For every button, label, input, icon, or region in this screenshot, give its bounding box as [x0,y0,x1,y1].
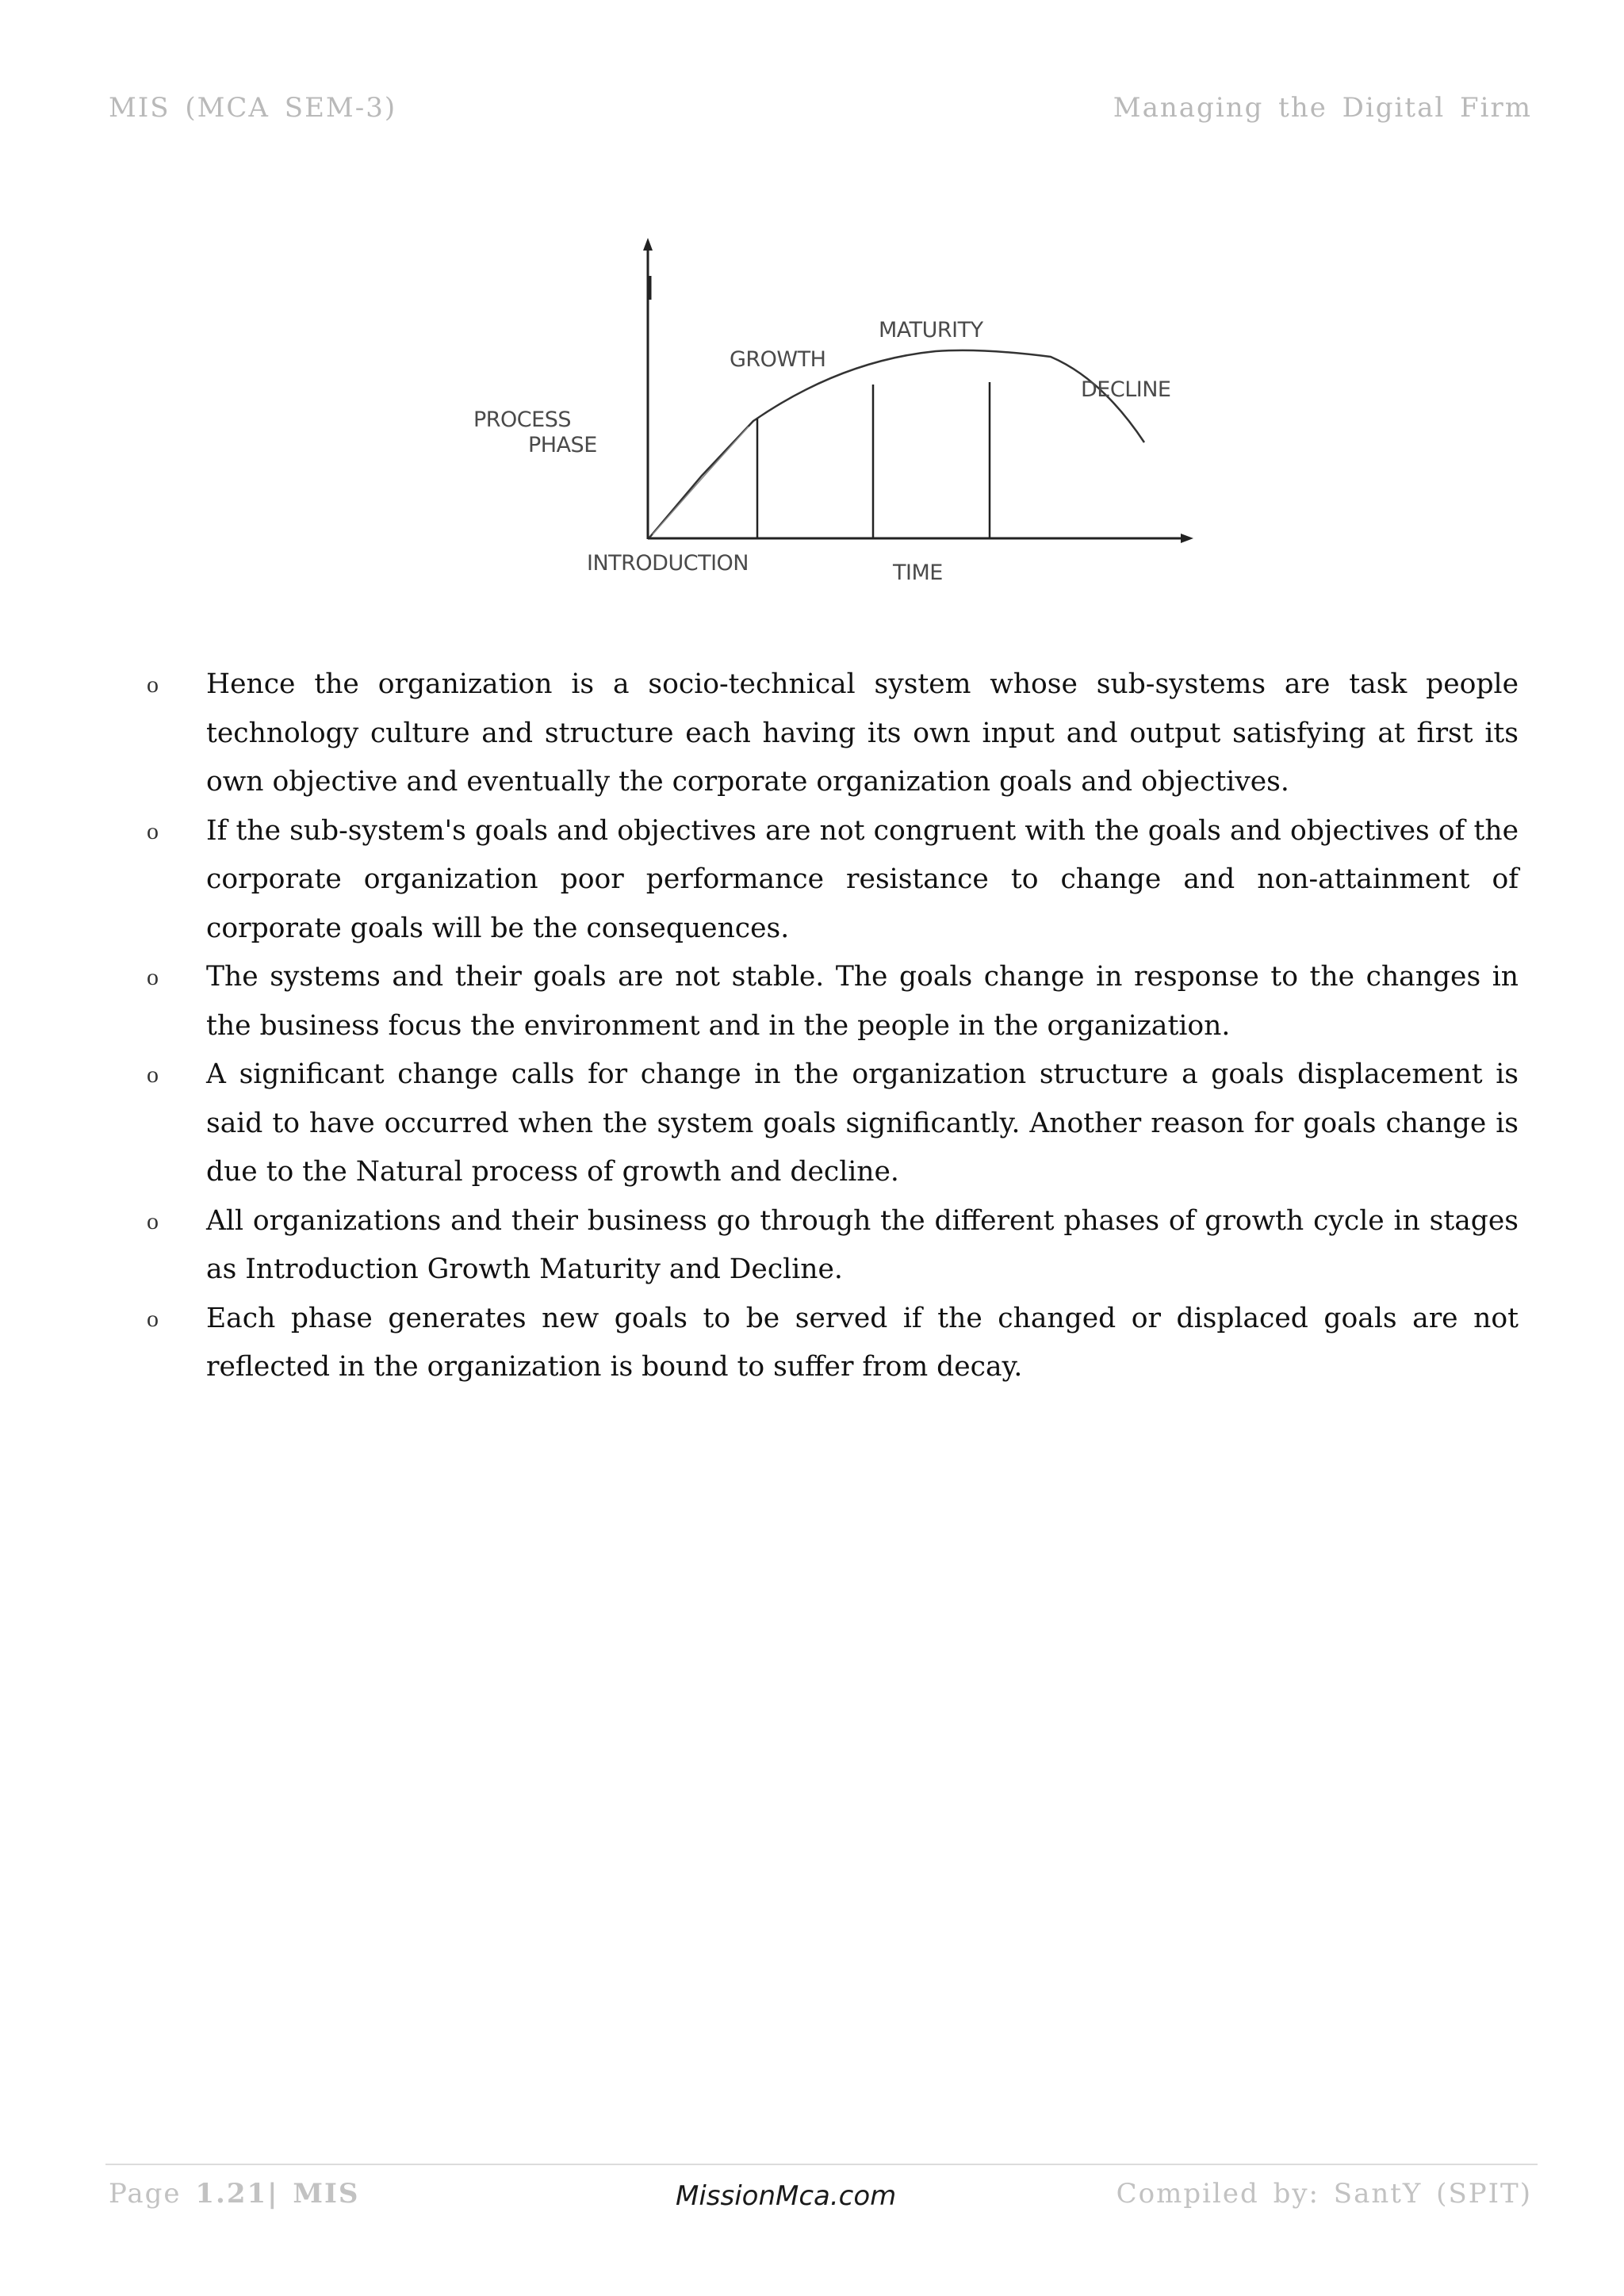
bullet-marker: o [147,1207,159,1234]
list-item-text: If the sub-system's goals and objectives are not congruent with the goals and objectives of the corporate organization poor performance resistance to change and non-attainment of corporate goals will be the consequences. [206,814,1519,944]
life-cycle-svg [428,159,1237,618]
footer-page-number: 1.21| [195,2178,279,2210]
list-item-text: A significant change calls for change in the organization structure a goals displacement is said to have occurred when the system goals significantly. Another reason for goals change is due to the Natural process of growth and decline. [206,1058,1519,1188]
list-item [145,807,1519,954]
bullet-marker: o [147,964,159,990]
header-chapter: Managing the Digital Firm [1113,92,1532,124]
header-course: MIS (MCA SEM-3) [109,92,397,124]
list-item-text: Each phase generates new goals to be served if the changed or displaced goals are not reflected in the organization is bound to suffer from decay. [206,1302,1519,1383]
stage-maturity: MATURITY [879,318,983,342]
list-item [145,953,1519,1050]
list-item [145,1050,1519,1197]
stage-growth: GROWTH [730,347,826,372]
stage-introduction: INTRODUCTION [587,551,749,576]
footer-page-prefix: Page [109,2178,182,2210]
bullet-marker: o [147,672,159,698]
list-item-text: All organizations and their business go through the different phases of growth cycle in stages as Introduction Growth Maturity and Decline. [206,1204,1519,1285]
list-item [145,1197,1519,1295]
bullet-marker: o [147,1062,159,1088]
footer-page-suffix: MIS [293,2178,360,2210]
bullet-list [145,660,1519,1392]
list-item [145,660,1519,807]
list-item-text: The systems and their goals are not stable. The goals change in response to the changes in the business focus the environment and in the people in the organization. [206,961,1519,1042]
y-label-phase: PHASE [528,433,597,457]
footer-page-info [109,2178,359,2210]
footer-compiled-by: Compiled by: SantY (SPIT) [1116,2178,1532,2210]
stage-decline: DECLINE [1081,377,1171,402]
footer-logo: MissionMca.com [676,2180,897,2212]
bullet-marker: o [147,1305,159,1332]
list-item [145,1295,1519,1392]
product-life-cycle-diagram [428,159,1237,618]
y-axis-arrow [643,238,653,251]
life-cycle-curve [649,350,1144,538]
x-axis-arrow [1181,534,1193,543]
x-label-time: TIME [893,561,943,585]
bullet-marker: o [147,817,159,844]
life-cycle-curve-shadow [653,427,749,534]
footer-divider [105,2164,1538,2165]
list-item-text: Hence the organization is a socio-technical system whose sub-systems are task people technology culture and structure each having its own input and output satisfying at first its own objective and eventually the corporate organization goals and objectives. [206,668,1519,798]
y-label-process: PROCESS [473,408,571,432]
